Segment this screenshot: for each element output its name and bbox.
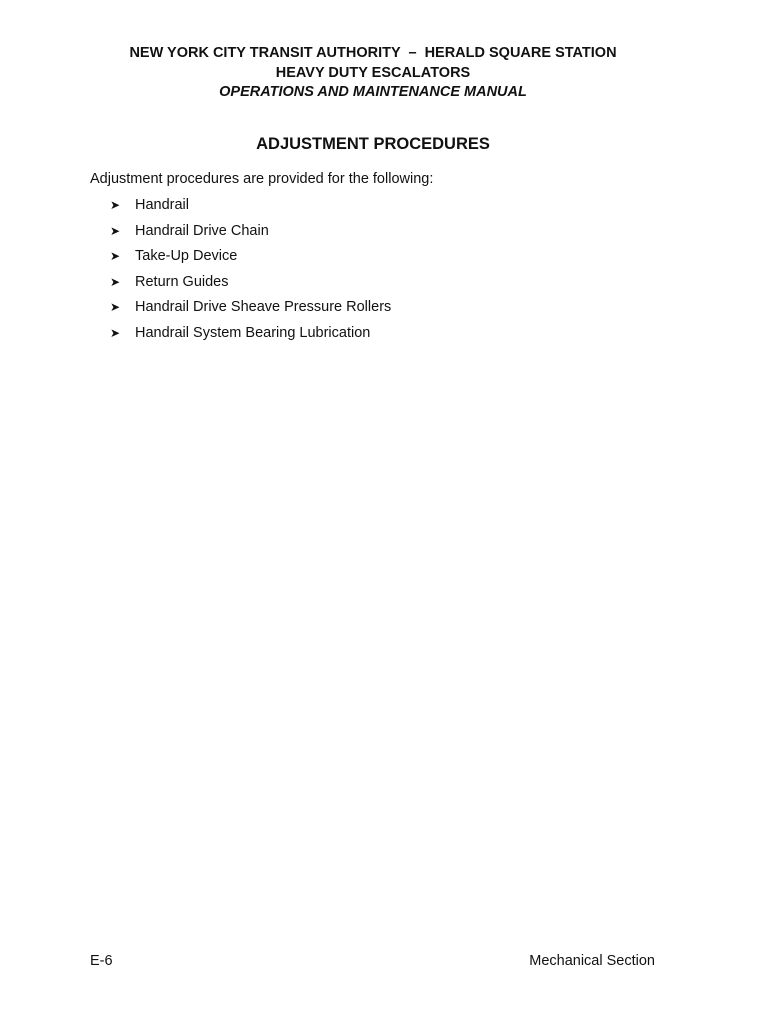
arrow-bullet-icon: ➤ (110, 325, 121, 340)
list-item (110, 196, 391, 222)
list-item (110, 324, 391, 350)
list-item (110, 273, 391, 299)
arrow-bullet-icon: ➤ (110, 300, 121, 314)
arrow-bullet-icon: ➤ (110, 223, 121, 238)
list-item-label: Take-Up Device (135, 248, 238, 264)
procedure-list (110, 196, 391, 349)
arrow-bullet-icon: ➤ (110, 198, 121, 212)
page-number: E-6 (90, 953, 113, 969)
footer-section-name: Mechanical Section (529, 953, 655, 969)
arrow-bullet-icon: ➤ (110, 249, 121, 263)
list-item-label: Return Guides (135, 273, 229, 290)
section-title: ADJUSTMENT PROCEDURES (256, 135, 490, 153)
list-item-label: Handrail System Bearing Lubrication (135, 324, 371, 341)
arrow-bullet-icon: ➤ (110, 274, 121, 289)
header-line-2: HEAVY DUTY ESCALATORS (275, 64, 471, 81)
document-header (0, 44, 746, 103)
list-item-label: Handrail (135, 197, 189, 213)
list-item-label: Handrail Drive Chain (135, 222, 269, 239)
list-item (110, 298, 391, 324)
header-line-1: NEW YORK CITY TRANSIT AUTHORITY – HERALD SQUARE STATION (129, 45, 617, 61)
list-item (110, 222, 391, 248)
list-item (110, 247, 391, 273)
intro-text: Adjustment procedures are provided for the following: (90, 171, 434, 187)
header-line-3: OPERATIONS AND MAINTENANCE MANUAL (219, 84, 527, 100)
list-item-label: Handrail Drive Sheave Pressure Rollers (135, 299, 392, 315)
